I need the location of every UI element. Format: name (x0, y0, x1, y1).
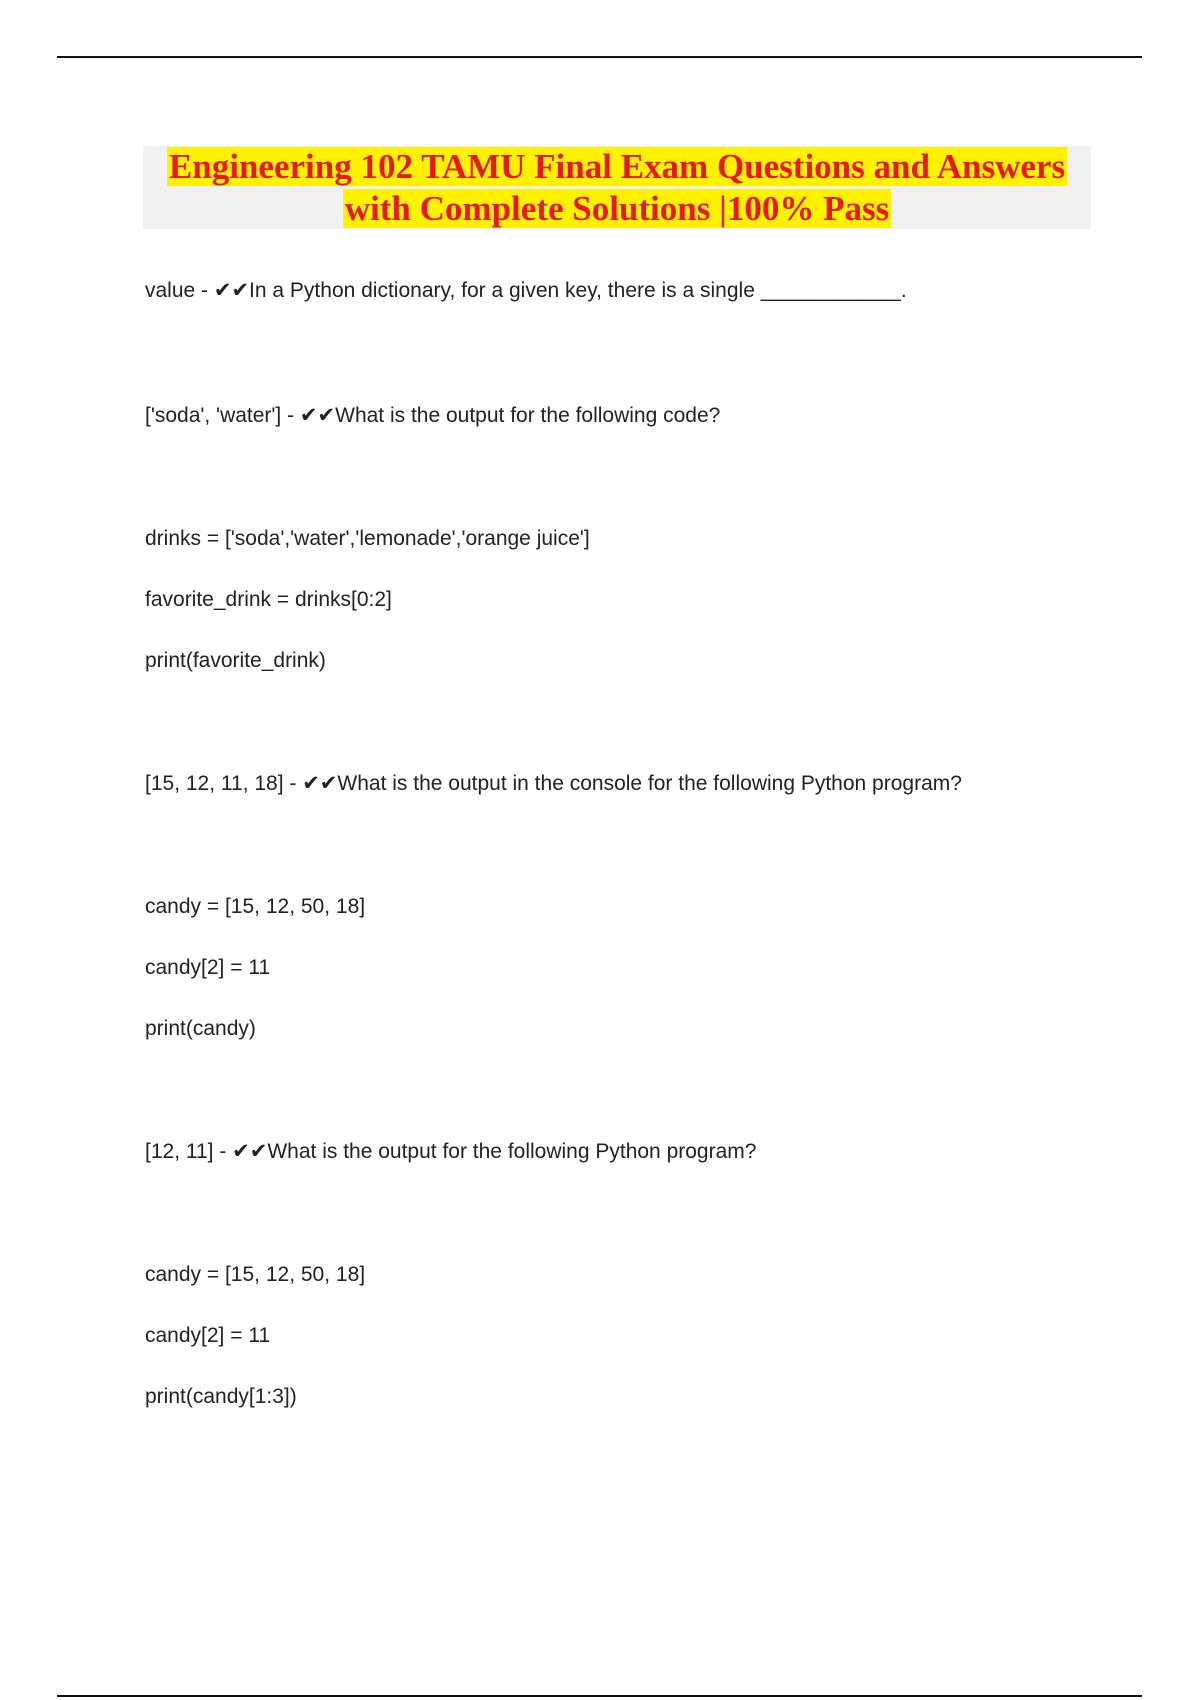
question-2-code-line: print(favorite_drink) (145, 649, 326, 672)
question-3: [15, 12, 11, 18] - ✔✔What is the output in the console for the following Python program? (145, 772, 962, 795)
question-4-code-line: print(candy[1:3]) (145, 1385, 297, 1408)
header-rule (57, 56, 1142, 58)
question-4-code-line: candy[2] = 11 (145, 1324, 271, 1347)
title-line-1: Engineering 102 TAMU Final Exam Questions and Answers (168, 147, 1066, 186)
question-1: value - ✔✔In a Python dictionary, for a given key, there is a single ____________. (145, 279, 907, 302)
question-4-code-line: candy = [15, 12, 50, 18] (145, 1263, 366, 1286)
document-title (143, 146, 1091, 229)
title-line-2: with Complete Solutions |100% Pass (344, 189, 890, 228)
question-3-code-line: print(candy) (145, 1017, 256, 1040)
question-2-code-line: drinks = ['soda','water','lemonade','orange juice'] (145, 527, 590, 550)
footer-rule (57, 1695, 1142, 1697)
question-3-code-line: candy = [15, 12, 50, 18] (145, 895, 366, 918)
question-2-code-line: favorite_drink = drinks[0:2] (145, 588, 392, 611)
question-4: [12, 11] - ✔✔What is the output for the following Python program? (145, 1140, 757, 1163)
question-3-code-line: candy[2] = 11 (145, 956, 271, 979)
question-2: ['soda', 'water'] - ✔✔What is the output for the following code? (145, 404, 721, 427)
